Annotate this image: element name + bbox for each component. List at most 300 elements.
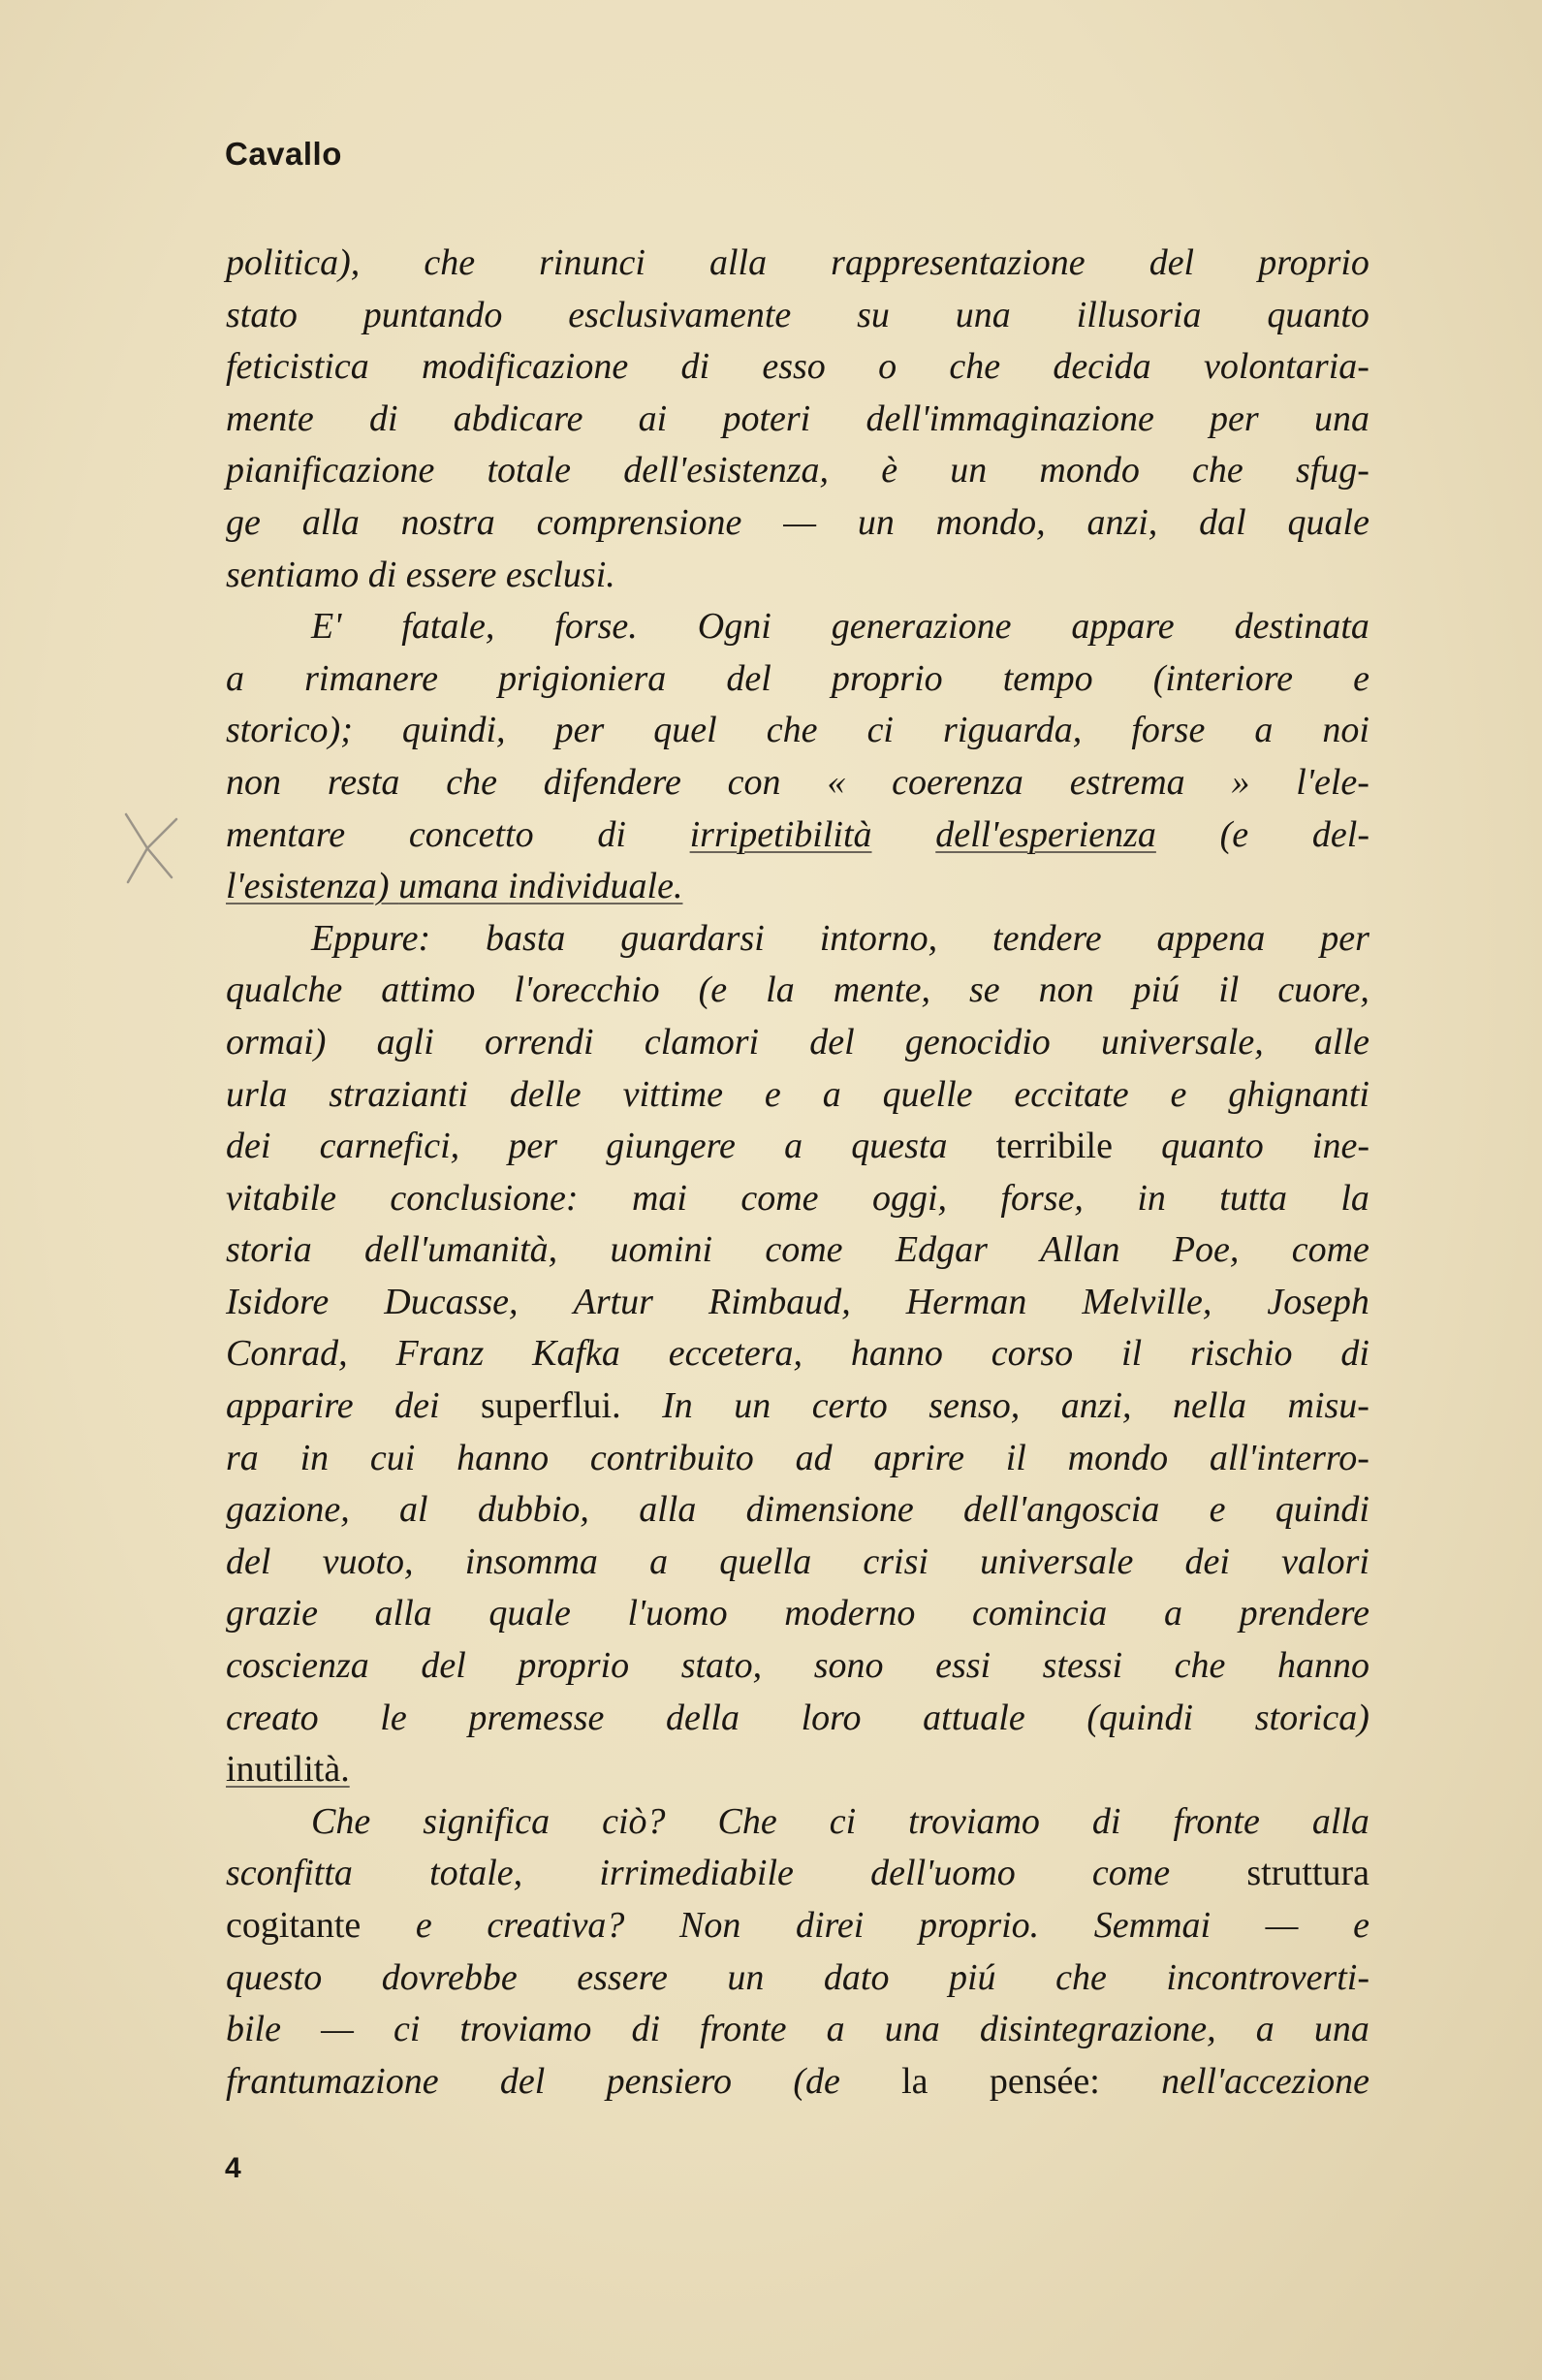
word: rimanere <box>304 657 439 699</box>
word: o <box>878 346 897 388</box>
word: dell'angoscia <box>963 1489 1160 1531</box>
word: questa <box>851 1126 948 1167</box>
word: decida <box>1053 346 1151 388</box>
word: forse. <box>554 606 638 648</box>
word: oggi, <box>871 1177 947 1219</box>
word: direi <box>795 1905 865 1946</box>
word: dal <box>1199 501 1246 543</box>
word: ra <box>226 1437 259 1478</box>
word: frantumazione <box>226 2060 439 2102</box>
word: certo <box>811 1385 888 1427</box>
word: in <box>299 1437 330 1478</box>
word: anzi, <box>1060 1385 1132 1427</box>
word: ci <box>829 1800 857 1842</box>
text-line <box>226 445 1369 497</box>
word: dei <box>394 1385 440 1427</box>
text-line <box>226 1328 1369 1380</box>
word: dato <box>823 1956 890 1998</box>
word: forse, <box>1000 1177 1084 1219</box>
word: ai <box>638 397 668 439</box>
word: proprio <box>1258 242 1369 283</box>
word: ormai) <box>226 1021 327 1063</box>
word: destinata <box>1234 606 1369 648</box>
text-line <box>226 1952 1369 2005</box>
word: ciò? <box>602 1800 666 1842</box>
word: senso, <box>928 1385 1021 1427</box>
word: volontaria- <box>1203 346 1369 388</box>
word: come <box>740 1177 819 1219</box>
margin-annotation-mark <box>118 809 196 897</box>
word: vitabile <box>226 1177 336 1219</box>
word: un <box>727 1956 765 1998</box>
word: Semmai <box>1093 1905 1212 1946</box>
word: l'uomo <box>627 1593 728 1634</box>
word: In <box>662 1385 693 1427</box>
word: mentare <box>226 813 346 855</box>
word: — <box>783 501 817 543</box>
word: uomini <box>610 1229 713 1271</box>
word: orrendi <box>485 1021 594 1063</box>
word: moderno <box>784 1593 916 1634</box>
word: per <box>1210 397 1259 439</box>
word: essi <box>935 1645 991 1687</box>
word: contribuito <box>589 1437 754 1478</box>
word: basta <box>486 917 566 959</box>
word: estrema <box>1069 761 1185 803</box>
word: che <box>446 761 497 803</box>
word: eccitate <box>1014 1073 1129 1115</box>
word: della <box>665 1697 740 1738</box>
word: e <box>1353 657 1369 699</box>
word: individuale. <box>508 866 683 907</box>
word: dubbio, <box>477 1489 589 1531</box>
word: terribile <box>995 1126 1113 1167</box>
word: questo <box>226 1956 323 1998</box>
word: pensée: <box>989 2060 1100 2102</box>
text-line <box>226 1069 1369 1122</box>
word: del <box>499 2060 546 2102</box>
word: qualche <box>226 969 343 1011</box>
word: tutta <box>1219 1177 1287 1219</box>
word: storico); <box>226 710 353 751</box>
word: dell'umanità, <box>364 1229 558 1271</box>
word: universale, <box>1101 1021 1264 1063</box>
word: Ogni <box>697 606 771 648</box>
word: stato, <box>680 1645 763 1687</box>
word: vittime <box>622 1073 723 1115</box>
word: alla <box>301 501 360 543</box>
word: del- <box>1311 813 1369 855</box>
word: un <box>950 450 988 492</box>
word: Melville, <box>1082 1281 1212 1322</box>
word: che <box>1174 1645 1226 1687</box>
word: superflui. <box>481 1385 621 1427</box>
word: un <box>734 1385 771 1427</box>
word: di <box>1340 1333 1369 1375</box>
word: dell'uomo <box>870 1853 1016 1894</box>
word: fronte <box>1173 1800 1260 1842</box>
word: noi <box>1322 710 1369 751</box>
text-line <box>226 861 1369 913</box>
word: di <box>680 346 710 388</box>
word: se <box>968 969 1000 1011</box>
word: alla <box>639 1489 697 1531</box>
word: intorno, <box>819 917 938 959</box>
word: umana <box>398 866 509 907</box>
word: Poe, <box>1172 1229 1240 1271</box>
word: bile <box>226 2009 281 2050</box>
word: del <box>726 657 771 699</box>
word: proprio <box>518 1645 630 1687</box>
text-line <box>226 394 1369 446</box>
word: « <box>827 761 846 803</box>
word: nostra <box>400 501 495 543</box>
word: guardarsi <box>620 917 765 959</box>
word: struttura <box>1246 1853 1369 1894</box>
word: tendere <box>992 917 1102 959</box>
word: coerenza <box>892 761 1023 803</box>
word: stessi <box>1042 1645 1123 1687</box>
word: alle <box>1314 1021 1369 1063</box>
word: mondo <box>1067 1437 1169 1478</box>
word: dei <box>226 1126 271 1167</box>
word: tempo <box>1002 657 1093 699</box>
word: quindi <box>1275 1489 1369 1531</box>
word: la <box>766 969 795 1011</box>
body-text <box>226 238 1369 2108</box>
text-line <box>226 1693 1369 1745</box>
word: stato <box>226 294 298 335</box>
text-line <box>226 653 1369 706</box>
word: di <box>368 397 398 439</box>
word: Eppure: <box>311 917 431 959</box>
word: resta <box>327 761 400 803</box>
word: all'interro- <box>1209 1437 1369 1478</box>
word: (quindi <box>1086 1697 1194 1738</box>
word: pianificazione <box>226 450 435 492</box>
word: e <box>415 1905 432 1946</box>
text-line <box>226 1224 1369 1277</box>
word: giungere <box>606 1126 736 1167</box>
word: riguarda, <box>943 710 1083 751</box>
word: aprire <box>873 1437 964 1478</box>
word: hanno <box>456 1437 550 1478</box>
word: dei <box>1184 1540 1230 1582</box>
word: puntando <box>362 294 503 335</box>
word: irripetibilità <box>689 813 872 855</box>
text-line <box>226 1380 1369 1433</box>
word: mondo, <box>935 501 1046 543</box>
word: nella <box>1173 1385 1247 1427</box>
word: l'ele- <box>1296 761 1369 803</box>
word: fronte <box>700 2009 787 2050</box>
word: di <box>597 813 626 855</box>
text-line <box>226 341 1369 394</box>
word: (e <box>1219 813 1249 855</box>
word: Rimbaud, <box>708 1281 851 1322</box>
text-line <box>226 1433 1369 1485</box>
word: eccetera, <box>668 1333 802 1375</box>
word: con <box>727 761 781 803</box>
word: sconfitta <box>226 1853 353 1894</box>
word: e <box>1209 1489 1226 1531</box>
word: valori <box>1281 1540 1369 1582</box>
word: una <box>884 2009 940 2050</box>
word: non <box>1038 969 1094 1011</box>
word: illusoria <box>1076 294 1202 335</box>
word: di <box>1091 1800 1121 1842</box>
word: esclusi. <box>505 554 615 595</box>
text-line <box>226 913 1369 966</box>
word: vuoto, <box>322 1540 414 1582</box>
word: forse <box>1131 710 1206 751</box>
word: sono <box>813 1645 884 1687</box>
word: Che <box>311 1800 371 1842</box>
word: è <box>881 450 898 492</box>
word: (interiore <box>1152 657 1293 699</box>
word: storia <box>226 1229 312 1271</box>
word: genocidio <box>904 1021 1051 1063</box>
text-line <box>226 1121 1369 1173</box>
word: Herman <box>905 1281 1027 1322</box>
word: essere <box>577 1956 668 1998</box>
text-line <box>226 809 1369 862</box>
word: Ducasse, <box>384 1281 519 1322</box>
word: hanno <box>850 1333 943 1375</box>
word: ad <box>795 1437 833 1478</box>
text-line <box>226 290 1369 342</box>
text-line <box>226 965 1369 1017</box>
word: esclusivamente <box>568 294 792 335</box>
word: a <box>1254 710 1274 751</box>
word: mondo <box>1039 450 1140 492</box>
word: che <box>424 242 476 283</box>
word: disintegrazione, <box>979 2009 1216 2050</box>
word: sentiamo <box>226 554 368 595</box>
word: cogitante <box>226 1905 362 1946</box>
word: Artur <box>573 1281 653 1322</box>
word: e <box>764 1073 781 1115</box>
word: Che <box>717 1800 777 1842</box>
word: che <box>949 346 1001 388</box>
word: piú <box>1132 969 1180 1011</box>
word: premesse <box>468 1697 605 1738</box>
word: come <box>765 1229 843 1271</box>
word: urla <box>226 1073 288 1115</box>
word: per <box>508 1126 558 1167</box>
word: le <box>380 1697 407 1738</box>
text-line <box>226 497 1369 550</box>
word: rinunci <box>539 242 645 283</box>
word: in <box>1137 1177 1166 1219</box>
word: come <box>1091 1853 1171 1894</box>
word: (e <box>698 969 728 1011</box>
word: del <box>421 1645 466 1687</box>
word: troviamo <box>459 2009 592 2050</box>
word: quelle <box>882 1073 973 1115</box>
word: prigioniera <box>498 657 667 699</box>
word: misu- <box>1287 1385 1369 1427</box>
word: anzi, <box>1086 501 1158 543</box>
word: » <box>1231 761 1250 803</box>
word: a <box>226 657 244 699</box>
word: totale, <box>429 1853 523 1894</box>
text-line <box>226 757 1369 809</box>
word: modificazione <box>422 346 629 388</box>
word: alla <box>374 1593 432 1634</box>
word: esso <box>762 346 826 388</box>
word: ghignanti <box>1228 1073 1369 1115</box>
word: il <box>1218 969 1240 1011</box>
word: Edgar <box>895 1229 988 1271</box>
word: concetto <box>408 813 534 855</box>
word: prendere <box>1239 1593 1369 1634</box>
running-head: Cavallo <box>225 136 342 172</box>
word: quella <box>719 1540 812 1582</box>
word: (de <box>793 2060 840 2102</box>
word: mente, <box>833 969 930 1011</box>
word: una <box>1313 397 1369 439</box>
word: comprensione <box>536 501 742 543</box>
word: a <box>649 1540 669 1582</box>
word: la <box>1340 1177 1369 1219</box>
word: una <box>1313 2009 1369 2050</box>
word: a <box>826 2009 845 2050</box>
word: l'esistenza) <box>226 866 399 907</box>
word: mente <box>226 397 314 439</box>
word: ci <box>866 710 894 751</box>
word: comincia <box>972 1593 1108 1634</box>
word: creativa? <box>487 1905 625 1946</box>
word: alla <box>708 242 768 283</box>
word: incontroverti- <box>1166 1956 1369 1998</box>
word: rappresentazione <box>831 242 1086 283</box>
word: fatale, <box>401 606 495 648</box>
word: cui <box>369 1437 416 1478</box>
word: dell'immaginazione <box>865 397 1154 439</box>
word: generazione <box>831 606 1012 648</box>
word: crisi <box>863 1540 928 1582</box>
text-line <box>226 1848 1369 1900</box>
text-line <box>226 238 1369 290</box>
word: grazie <box>226 1593 318 1634</box>
word: poteri <box>722 397 811 439</box>
word: dell'esperienza <box>935 813 1156 855</box>
word: per <box>1320 917 1369 959</box>
word: quanto <box>1161 1126 1264 1167</box>
word: abdicare <box>453 397 583 439</box>
word: essere <box>405 554 506 595</box>
word: proprio. <box>918 1905 1040 1946</box>
text-line <box>226 1796 1369 1849</box>
word: insomma <box>464 1540 598 1582</box>
word: a <box>1163 1593 1182 1634</box>
word: a <box>822 1073 841 1115</box>
word: la <box>901 2060 928 2102</box>
word: conclusione: <box>390 1177 579 1219</box>
word: attimo <box>381 969 476 1011</box>
word: Isidore <box>226 1281 330 1322</box>
word: del <box>1149 242 1195 283</box>
word: e <box>1353 1905 1369 1946</box>
word: irrimediabile <box>599 1853 794 1894</box>
text-line <box>226 705 1369 757</box>
word: l'orecchio <box>514 969 660 1011</box>
word: delle <box>509 1073 582 1115</box>
word: coscienza <box>226 1645 369 1687</box>
word: creato <box>226 1697 319 1738</box>
word: — <box>321 2009 354 2050</box>
text-line <box>226 1017 1369 1069</box>
word: appena <box>1156 917 1266 959</box>
word: quanto <box>1267 294 1369 335</box>
word: un <box>857 501 895 543</box>
word: ine- <box>1311 1126 1369 1167</box>
word: ci <box>393 2009 421 2050</box>
word: Non <box>679 1905 741 1946</box>
word: non <box>226 761 281 803</box>
word: strazianti <box>329 1073 468 1115</box>
word: sfug- <box>1295 450 1369 492</box>
word: appare <box>1071 606 1175 648</box>
word: significa <box>423 1800 551 1842</box>
word: clamori <box>644 1021 760 1063</box>
word: feticistica <box>226 346 369 388</box>
text-line <box>226 1277 1369 1329</box>
word: Allan <box>1040 1229 1120 1271</box>
word: — <box>1265 1905 1299 1946</box>
word: storica) <box>1254 1697 1369 1738</box>
word: al <box>399 1489 428 1531</box>
word: politica), <box>226 242 361 283</box>
word: il <box>1005 1437 1026 1478</box>
word: di <box>631 2009 661 2050</box>
word: del <box>809 1021 855 1063</box>
word: proprio <box>831 657 943 699</box>
word: Joseph <box>1267 1281 1369 1322</box>
word: di <box>367 554 406 595</box>
word: E' <box>311 606 342 648</box>
word: carnefici, <box>319 1126 460 1167</box>
text-line <box>226 1744 1369 1796</box>
word: a <box>784 1126 803 1167</box>
word: totale <box>487 450 572 492</box>
text-line <box>226 1537 1369 1589</box>
word: dimensione <box>745 1489 914 1531</box>
word: cuore, <box>1277 969 1369 1011</box>
word: pensiero <box>606 2060 733 2102</box>
word: loro <box>801 1697 862 1738</box>
word: troviamo <box>908 1800 1040 1842</box>
word: difendere <box>543 761 681 803</box>
word: quale <box>1287 501 1369 543</box>
word: alla <box>1311 1800 1369 1842</box>
word: nell'accezione <box>1161 2060 1369 2102</box>
word: corso <box>991 1333 1074 1375</box>
word: a <box>1255 2009 1275 2050</box>
word: universale <box>980 1540 1134 1582</box>
word: Conrad, <box>226 1333 348 1375</box>
word: su <box>857 294 890 335</box>
word: del <box>226 1540 271 1582</box>
word: che <box>766 710 818 751</box>
word: e <box>1170 1073 1187 1115</box>
word: Franz <box>395 1333 485 1375</box>
word: Kafka <box>532 1333 620 1375</box>
word: che <box>1055 1956 1107 1998</box>
word: per <box>554 710 605 751</box>
word: hanno <box>1276 1645 1369 1687</box>
